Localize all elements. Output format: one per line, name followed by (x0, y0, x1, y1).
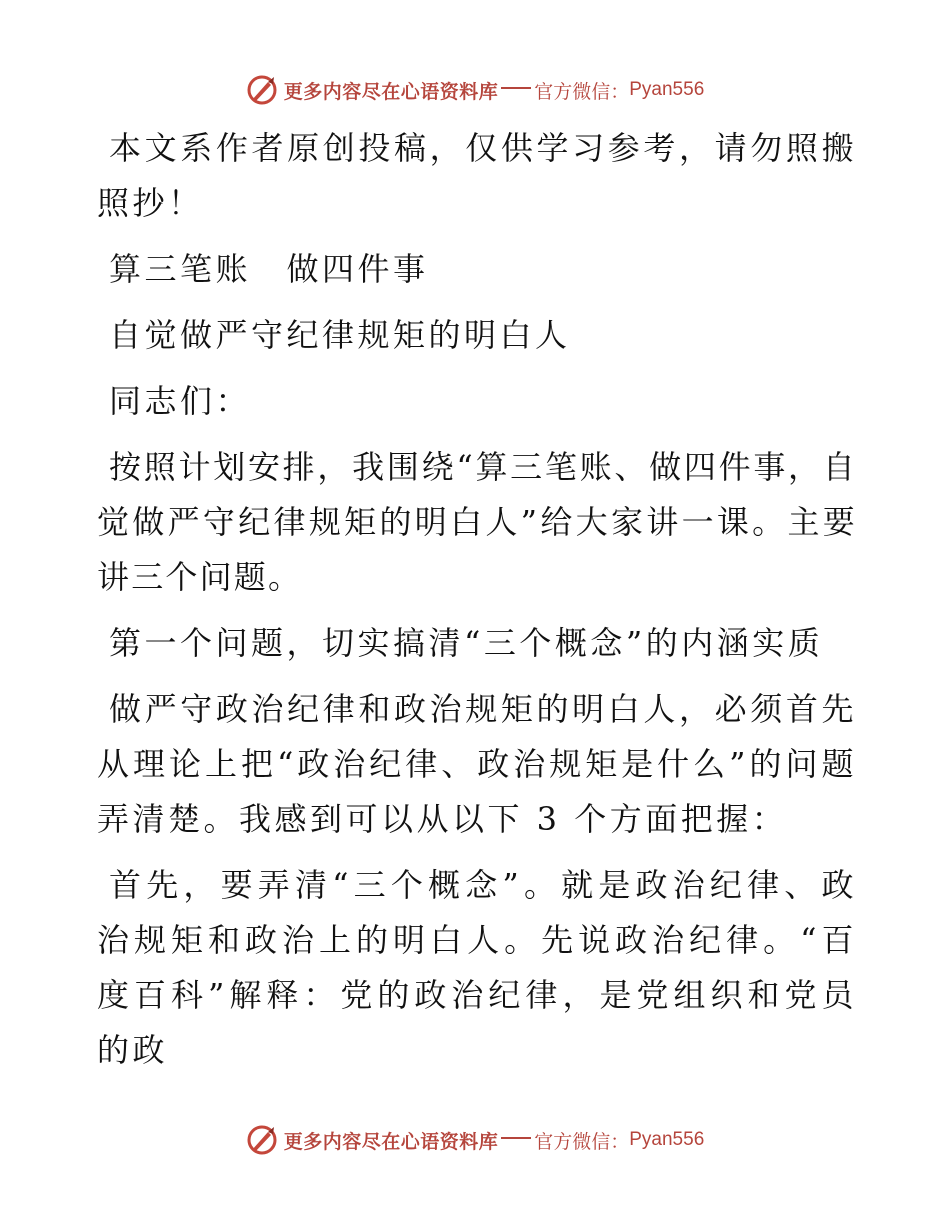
watermark-wechat-label: 官方微信： (534, 1130, 630, 1153)
section-heading: 第一个问题，切实搞清“三个概念”的内涵实质 (109, 624, 824, 662)
body-paragraph: 按照计划安排，我围绕“算三笔账、做四件事，自觉做严守纪律规矩的明白人”给大家讲一课。主要讲三个问题。 (97, 448, 857, 596)
watermark-wechat-id: Pyan556 (629, 1129, 705, 1150)
watermark-header (0, 70, 950, 110)
document-body (97, 121, 857, 1089)
document-title: 算三笔账 做四件事 (109, 250, 429, 288)
feather-pen-logo-icon (246, 74, 278, 106)
body-paragraph: 首先，要弄清“三个概念”。就是政治纪律、政治规矩和政治上的明白人。先说政治纪律。“百度百科”解释：党的政治纪律，是党组织和党员的政 (97, 866, 857, 1069)
watermark-footer (0, 1120, 950, 1160)
watermark-separator (501, 1137, 531, 1139)
watermark-text: 更多内容尽在心语资料库 (283, 1130, 499, 1153)
watermark-wechat-id: Pyan556 (629, 79, 705, 100)
document-subtitle: 自觉做严守纪律规矩的明白人 (109, 316, 571, 354)
watermark-separator (501, 87, 531, 89)
watermark-text: 更多内容尽在心语资料库 (283, 80, 499, 103)
copyright-notice: 本文系作者原创投稿，仅供学习参考，请勿照搬照抄！ (97, 129, 857, 222)
watermark-wechat-label: 官方微信： (534, 80, 630, 103)
salutation: 同志们： (109, 382, 252, 420)
body-paragraph: 做严守政治纪律和政治规矩的明白人，必须首先从理论上把“政治纪律、政治规矩是什么”的问题弄清楚。我感到可以从以下 3 个方面把握： (97, 690, 857, 838)
feather-pen-logo-icon (246, 1124, 278, 1156)
